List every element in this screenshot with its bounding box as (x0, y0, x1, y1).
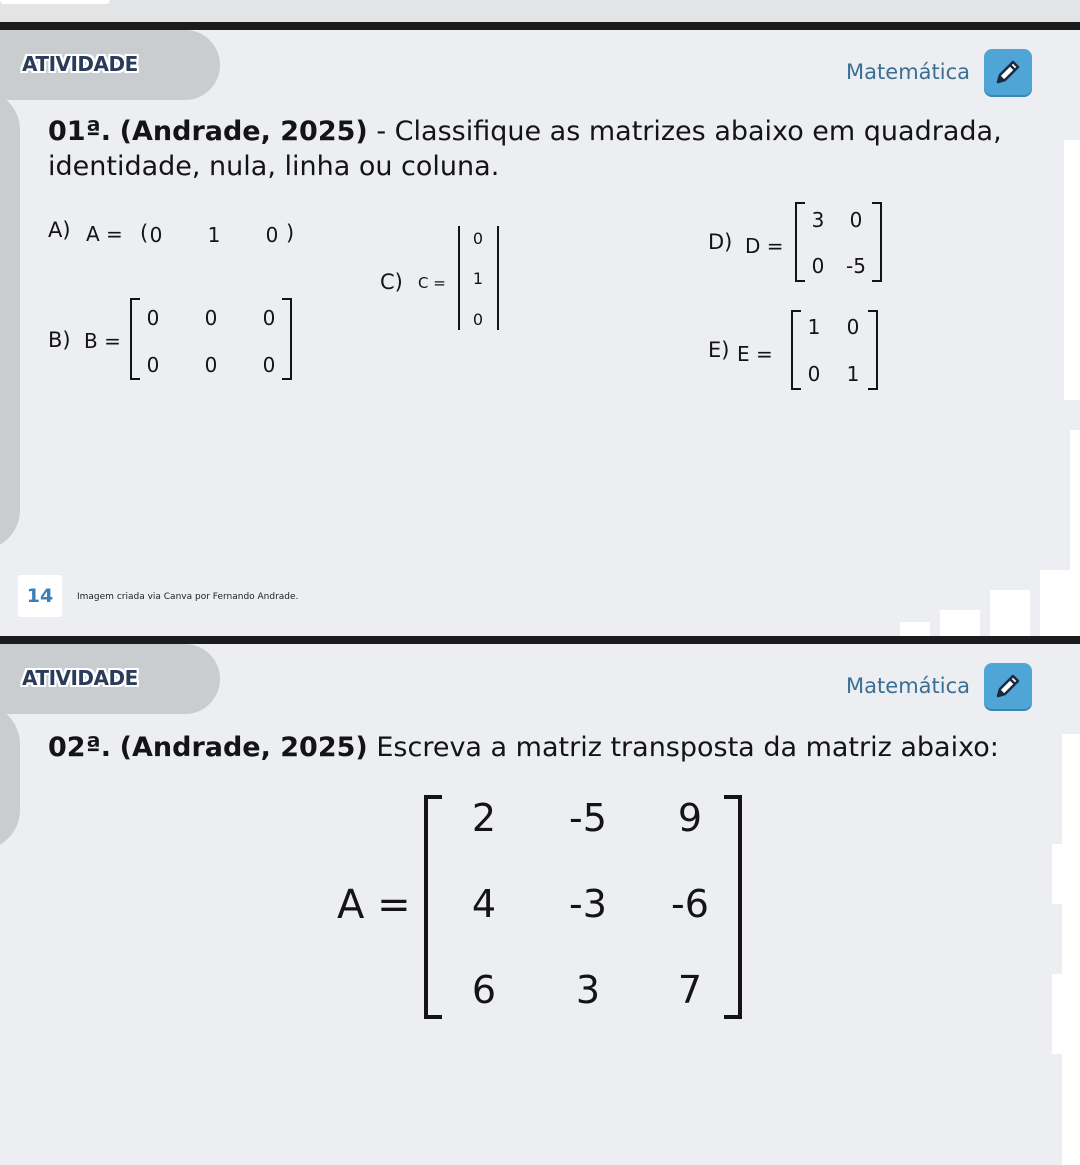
pencil-icon (992, 56, 1024, 88)
question-text: Escreva a matriz transposta da matriz abaixo: (367, 732, 999, 763)
matrix-e-cell: 0 (846, 315, 860, 339)
matrix-b-left-bracket (130, 298, 140, 380)
matrix-c-cell: 0 (472, 310, 484, 329)
matrix-c-right-bar (497, 226, 499, 330)
matrix-left-bracket (424, 795, 442, 1019)
item-a-open-paren: ( (140, 221, 149, 245)
top-divider (0, 22, 1080, 30)
item-b-name: B = (84, 329, 121, 353)
top-tab (0, 0, 110, 4)
pixel-decoration (1052, 974, 1062, 1054)
matrix-cell: -3 (569, 882, 607, 926)
matrix-d-right-bracket (872, 202, 882, 282)
question-title (48, 730, 999, 765)
matrix-c-cell: 0 (472, 229, 484, 248)
question-title (48, 114, 1002, 149)
top-bar (0, 0, 1080, 22)
matrix-b-cell: 0 (146, 353, 160, 377)
matrix-cell: -5 (569, 796, 607, 840)
matrix-cell: 2 (471, 796, 497, 840)
question-text-line1: - Classifique as matrizes abaixo em quadrada, (367, 116, 1002, 147)
page-number: 14 (18, 575, 62, 617)
matrix-b-cell: 0 (262, 306, 276, 330)
item-a-name: A = (86, 222, 123, 246)
pixel-decoration (900, 622, 930, 636)
matrix-e-cell: 1 (807, 315, 821, 339)
decorative-shape (0, 90, 20, 550)
activity-badge: ATIVIDADE (22, 52, 138, 76)
item-b-label: B) (48, 328, 71, 352)
pixel-decoration (1040, 570, 1080, 636)
matrix-e-cell: 0 (807, 362, 821, 386)
question-text-line2: identidade, nula, linha ou coluna. (48, 151, 500, 182)
matrix-b-right-bracket (282, 298, 292, 380)
item-c-label: C) (380, 270, 403, 294)
pencil-button[interactable] (984, 49, 1032, 95)
item-d-label: D) (708, 230, 733, 254)
pixel-decoration (1064, 140, 1080, 400)
matrix-cell: 9 (677, 796, 703, 840)
matrix-cell: -6 (671, 882, 709, 926)
matrix-d-cell: -5 (846, 254, 866, 278)
matrix-d-left-bracket (795, 202, 805, 282)
item-a-close-paren: ) (286, 221, 295, 245)
matrix-name: A = (337, 882, 411, 928)
matrix-a-cell: 1 (207, 223, 221, 247)
question-number: 02ª. (48, 732, 112, 763)
matrix-b-cell: 0 (262, 353, 276, 377)
matrix-a-cell: 0 (265, 223, 279, 247)
subject-label: Matemática (846, 60, 970, 84)
item-d-name: D = (745, 234, 784, 258)
matrix-cell: 6 (471, 968, 497, 1012)
item-e-label: E) (708, 338, 730, 362)
matrix-e-left-bracket (791, 310, 801, 390)
panel-divider (0, 636, 1080, 644)
image-credit: Imagem criada via Canva por Fernando Andrade. (77, 592, 299, 602)
matrix-b-cell: 0 (204, 306, 218, 330)
question-source: (Andrade, 2025) (119, 732, 368, 763)
activity-panel-1 (0, 30, 1080, 636)
matrix-right-bracket (724, 795, 742, 1019)
subject-label: Matemática (846, 674, 970, 698)
matrix-cell: 4 (471, 882, 497, 926)
matrix-e-right-bracket (868, 310, 878, 390)
matrix-a-cell: 0 (149, 223, 163, 247)
matrix-cell: 7 (677, 968, 703, 1012)
activity-badge: ATIVIDADE (22, 666, 138, 690)
question-number: 01ª. (48, 116, 112, 147)
pixel-decoration (990, 590, 1030, 636)
matrix-d-cell: 0 (849, 208, 863, 232)
item-a-label: A) (48, 218, 71, 242)
decorative-shape (0, 704, 20, 850)
matrix-c-cell: 1 (472, 269, 484, 288)
item-c-name: C = (418, 274, 446, 292)
matrix-d-cell: 3 (811, 208, 825, 232)
pixel-decoration (940, 610, 980, 636)
matrix-e-cell: 1 (846, 362, 860, 386)
item-e-name: E = (737, 342, 773, 366)
pencil-icon (992, 670, 1024, 702)
matrix-b-cell: 0 (204, 353, 218, 377)
pixel-decoration (1062, 734, 1080, 1165)
matrix-c-left-bar (458, 226, 460, 330)
activity-panel-2 (0, 644, 1080, 1165)
matrix-b-cell: 0 (146, 306, 160, 330)
pixel-decoration (1052, 844, 1062, 904)
matrix-d-cell: 0 (811, 254, 825, 278)
pencil-button[interactable] (984, 663, 1032, 709)
question-source: (Andrade, 2025) (119, 116, 368, 147)
matrix-cell: 3 (575, 968, 601, 1012)
